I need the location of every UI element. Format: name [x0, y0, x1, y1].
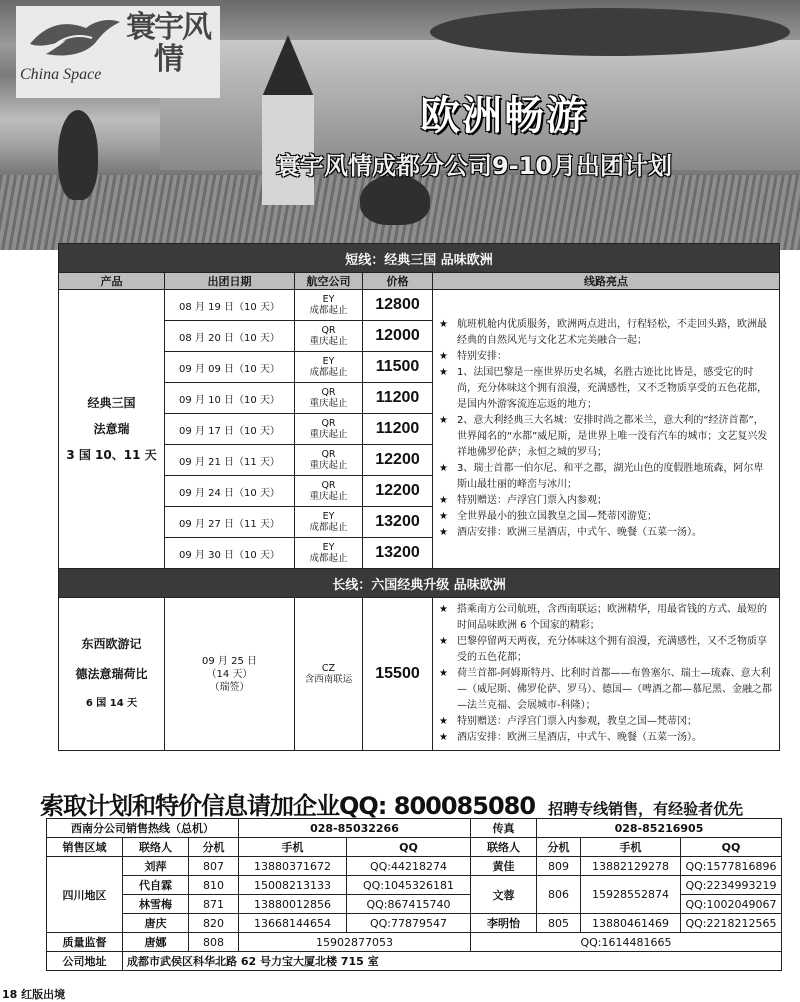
- page-footer: 18 红版出境: [2, 988, 66, 1001]
- airline-origin: 重庆起止: [309, 336, 348, 347]
- star-icon: ★: [439, 415, 448, 426]
- contact-ext: 807: [189, 857, 239, 876]
- long-highlights: [433, 598, 780, 751]
- price: 15500: [363, 598, 433, 751]
- highlight-item: [439, 349, 773, 365]
- airline-origin: 重庆起止: [309, 491, 348, 502]
- product-duration: 6 国 14 天: [85, 698, 138, 709]
- airline-code: QR: [321, 325, 336, 336]
- airline-code: QR: [321, 480, 336, 491]
- product-duration: 3 国 10、11 天: [66, 448, 157, 462]
- contact-name: 唐庆: [123, 914, 189, 933]
- contact-name: 代自霖: [123, 876, 189, 895]
- airline-cell: [295, 507, 363, 538]
- long-line-title: 长线：六国经典升级 品味欧洲: [59, 569, 780, 598]
- contact-mobile: 15928552874: [581, 876, 681, 914]
- fax-number: 028-85216905: [537, 819, 782, 838]
- airline-origin: 成都起止: [309, 305, 348, 316]
- star-icon: ★: [439, 716, 448, 727]
- contact-mobile: 13880461469: [581, 914, 681, 933]
- qc-qq: QQ:1614481665: [471, 933, 782, 952]
- qc-label: 质量监督: [47, 933, 123, 952]
- departure-date: 09 月 25 日: [202, 655, 257, 667]
- product-countries: 德法意瑞荷比: [75, 667, 148, 681]
- header-date: 出团日期: [165, 273, 295, 290]
- tour-table: [58, 243, 780, 751]
- airline-code: EY: [322, 542, 335, 553]
- contact-mobile: 13880371672: [239, 857, 347, 876]
- fax-label: 传真: [471, 819, 537, 838]
- highlight-item: [439, 730, 773, 746]
- price: 11200: [363, 414, 433, 445]
- highlight-item: [439, 634, 773, 666]
- highlight-item: [439, 365, 773, 413]
- highlight-item: [439, 317, 773, 349]
- highlight-item: [439, 525, 773, 541]
- highlight-text: 航班机舱内优质服务，欧洲两点进出，行程轻松，不走回头路，欧洲最经典的自然风光与文化艺术完美融合一起；: [457, 319, 767, 346]
- contact-row: [47, 857, 782, 876]
- airline-origin: 重庆起止: [309, 429, 348, 440]
- bird-logo-icon: [26, 14, 122, 64]
- star-icon: ★: [439, 367, 448, 378]
- airline-code: QR: [321, 418, 336, 429]
- tree: [58, 110, 98, 200]
- departure-date: 09 月 21 日（11 天）: [165, 445, 295, 476]
- highlight-text: 全世界最小的独立国教皇之国—梵蒂冈游览；: [457, 511, 657, 522]
- table-row: [59, 290, 780, 321]
- price: 11500: [363, 352, 433, 383]
- airline-cell: [295, 538, 363, 569]
- product-countries: 法意瑞: [93, 422, 130, 436]
- airline-code: EY: [322, 356, 335, 367]
- long-departure-cell: [165, 598, 295, 751]
- qc-name: 唐娜: [123, 933, 189, 952]
- highlight-text: 巴黎停留两天两夜，充分体味这个拥有浪漫，充满感性，又不乏物质享受的五色花都；: [457, 636, 767, 663]
- highlight-item: [439, 714, 773, 730]
- star-icon: ★: [439, 351, 448, 362]
- address-row: [47, 952, 782, 971]
- contact-name: 刘萍: [123, 857, 189, 876]
- header-mobile: 手机: [239, 838, 347, 857]
- contact-mobile: 13882129278: [581, 857, 681, 876]
- departure-visa-note: （瑞签）: [209, 681, 250, 693]
- island: [430, 8, 790, 56]
- address-label: 公司地址: [47, 952, 123, 971]
- highlight-item: [439, 461, 773, 493]
- highlight-item: [439, 509, 773, 525]
- short-line-band: [59, 244, 780, 273]
- qc-row: [47, 933, 782, 952]
- hotline-number: 028-85032266: [239, 819, 471, 838]
- highlight-item: [439, 493, 773, 509]
- contact-mobile: 15008213133: [239, 876, 347, 895]
- header-qq: QQ: [681, 838, 782, 857]
- contact-mobile: 13668144654: [239, 914, 347, 933]
- highlight-text: 酒店安排：欧洲三星酒店，中式午、晚餐（五菜一汤）。: [457, 527, 702, 538]
- star-icon: ★: [439, 511, 448, 522]
- header-mobile: 手机: [581, 838, 681, 857]
- departure-date: 08 月 20 日（10 天）: [165, 321, 295, 352]
- star-icon: ★: [439, 527, 448, 538]
- airline-cell: [295, 414, 363, 445]
- highlight-item: [439, 413, 773, 461]
- highlight-text: 特别赠送：卢浮宫门票入内参观；: [457, 495, 607, 506]
- recruit-note: 招聘专线销售，有经验者优先: [548, 800, 744, 818]
- highlight-text: 酒店安排：欧洲三星酒店，中式午、晚餐（五菜一汤）。: [457, 732, 702, 743]
- price: 12000: [363, 321, 433, 352]
- departure-date: 09 月 10 日（10 天）: [165, 383, 295, 414]
- price: 13200: [363, 538, 433, 569]
- banner-title: 欧洲畅游: [420, 92, 588, 139]
- airline-cell: [295, 352, 363, 383]
- long-product-cell: [59, 598, 165, 751]
- highlight-text: 特别安排：: [457, 351, 507, 362]
- hotline-row: [47, 819, 782, 838]
- header-contact: 联络人: [123, 838, 189, 857]
- highlight-item: [439, 666, 773, 714]
- product-name: 东西欧游记: [81, 637, 142, 651]
- price: 12200: [363, 476, 433, 507]
- airline-origin: 重庆起止: [309, 398, 348, 409]
- contact-name: 林雪梅: [123, 895, 189, 914]
- qc-mobile: 15902877053: [239, 933, 471, 952]
- header-airline: 航空公司: [295, 273, 363, 290]
- star-icon: ★: [439, 668, 448, 679]
- airline-origin: 成都起止: [309, 367, 348, 378]
- price: 12800: [363, 290, 433, 321]
- departure-date: 08 月 19 日（10 天）: [165, 290, 295, 321]
- star-icon: ★: [439, 636, 448, 647]
- header-price: 价格: [363, 273, 433, 290]
- tree: [360, 175, 430, 225]
- airline-origin: 成都起止: [309, 522, 348, 533]
- long-line-band: [59, 569, 780, 598]
- airline-origin: 重庆起止: [309, 460, 348, 471]
- contact-name: 黄佳: [471, 857, 537, 876]
- contact-ext: 810: [189, 876, 239, 895]
- logo-english-text: China Space: [20, 66, 102, 83]
- contact-qq: QQ:77879547: [347, 914, 471, 933]
- logo-chinese-text: 寰宇风情: [126, 10, 210, 77]
- hotline-label: 西南分公司销售热线（总机）: [47, 819, 239, 838]
- region-name: 四川地区: [47, 857, 123, 933]
- airline-origin: 含西南联运: [304, 674, 353, 685]
- contact-qq: QQ:867415740: [347, 895, 471, 914]
- contact-qq: QQ:1045326181: [347, 876, 471, 895]
- contact-ext: 871: [189, 895, 239, 914]
- airline-cell: [295, 321, 363, 352]
- airline-cell: [295, 598, 363, 751]
- contact-row: [47, 876, 782, 895]
- short-highlights: [433, 290, 780, 569]
- product-name: 经典三国: [87, 396, 136, 410]
- highlight-text: 特别赠送：卢浮宫门票入内参观，教皇之国—梵蒂冈；: [457, 716, 697, 727]
- price: 12200: [363, 445, 433, 476]
- header-region: 销售区域: [47, 838, 123, 857]
- star-icon: ★: [439, 495, 448, 506]
- star-icon: ★: [439, 319, 448, 330]
- contact-ext: 806: [537, 876, 581, 914]
- airline-code: EY: [322, 511, 335, 522]
- hero-photo: [0, 0, 800, 250]
- airline-cell: [295, 445, 363, 476]
- contact-ext: 805: [537, 914, 581, 933]
- contact-ext: 820: [189, 914, 239, 933]
- airline-origin: 成都起止: [309, 553, 348, 564]
- highlight-text: 1、法国巴黎是一座世界历史名城，名胜古迹比比皆是，感受它的时尚，充分体味这个拥有浪漫，充满感性，又不乏物质享受的五色花都，是国内外游客流连忘返的地方；: [457, 367, 767, 410]
- contact-row: [47, 914, 782, 933]
- header-qq: QQ: [347, 838, 471, 857]
- qc-ext: 808: [189, 933, 239, 952]
- highlight-text: 3、瑞士首都一伯尔尼、和平之都，湖光山色的度假胜地琉森，阿尔卑斯山最壮丽的峰峦与冰川；: [457, 463, 764, 490]
- departure-days: （14 天）: [206, 668, 253, 680]
- contact-qq: QQ:2218212565: [681, 914, 782, 933]
- church-spire: [262, 35, 314, 97]
- airline-code: QR: [321, 449, 336, 460]
- highlight-text: 荷兰首都-阿姆斯特丹、比利时首都——布鲁塞尔、瑞士—琉森、意大利—（威尼斯、佛罗伦萨、罗马）、德国—（啤酒之都—慕尼黑、金融之都—法兰克福、会展城市-科隆）；: [457, 668, 772, 711]
- departure-date: 09 月 27 日（11 天）: [165, 507, 295, 538]
- star-icon: ★: [439, 604, 448, 615]
- highlight-text: 搭乘南方公司航班，含西南联运；欧洲精华，用最省钱的方式、最短的时间品味欧洲 6 个国家的精彩；: [457, 604, 767, 631]
- banner-subtitle: 寰宇风情成都分公司9-10月出团计划: [276, 152, 673, 180]
- short-line-title: 短线：经典三国 品味欧洲: [59, 244, 780, 273]
- price: 13200: [363, 507, 433, 538]
- contact-qq: QQ:44218274: [347, 857, 471, 876]
- airline-code: EY: [322, 294, 335, 305]
- star-icon: ★: [439, 732, 448, 743]
- airline-cell: [295, 290, 363, 321]
- header-ext: 分机: [189, 838, 239, 857]
- departure-date: 09 月 30 日（10 天）: [165, 538, 295, 569]
- header-highlights: 线路亮点: [433, 273, 780, 290]
- table-header: [59, 273, 780, 290]
- departure-date: 09 月 24 日（10 天）: [165, 476, 295, 507]
- contact-qq: QQ:1002049067: [681, 895, 782, 914]
- contact-header-row: [47, 838, 782, 857]
- qq-promo: 索取计划和特价信息请加企业QQ: 800085080: [40, 792, 536, 820]
- departure-date: 09 月 17 日（10 天）: [165, 414, 295, 445]
- airline-code: QR: [321, 387, 336, 398]
- departure-date: 09 月 09 日（10 天）: [165, 352, 295, 383]
- short-product-cell: [59, 290, 165, 569]
- header-ext: 分机: [537, 838, 581, 857]
- star-icon: ★: [439, 463, 448, 474]
- contact-ext: 809: [537, 857, 581, 876]
- airline-cell: [295, 476, 363, 507]
- contact-name: 李明怡: [471, 914, 537, 933]
- contact-table: [46, 818, 782, 971]
- table-row: [59, 598, 780, 751]
- promo-line: [40, 786, 743, 821]
- highlight-text: 2、意大利经典三大名城：安排时尚之都米兰，意大利的“经济首都”，世界闻名的“水都”威尼斯，是世界上唯一没有汽车的城市；文艺复兴发祥地佛罗伦萨；永恒之城的罗马；: [457, 415, 768, 458]
- contact-name: 文蓉: [471, 876, 537, 914]
- contact-qq: QQ:1577816896: [681, 857, 782, 876]
- price: 11200: [363, 383, 433, 414]
- contact-qq: QQ:2234993219: [681, 876, 782, 895]
- header-product: 产品: [59, 273, 165, 290]
- contact-mobile: 13880012856: [239, 895, 347, 914]
- highlight-item: [439, 602, 773, 634]
- airline-cell: [295, 383, 363, 414]
- header-contact: 联络人: [471, 838, 537, 857]
- airline-code: CZ: [321, 663, 336, 674]
- company-logo: [16, 6, 220, 98]
- company-address: 成都市武侯区科华北路 62 号力宝大厦北楼 715 室: [123, 952, 782, 971]
